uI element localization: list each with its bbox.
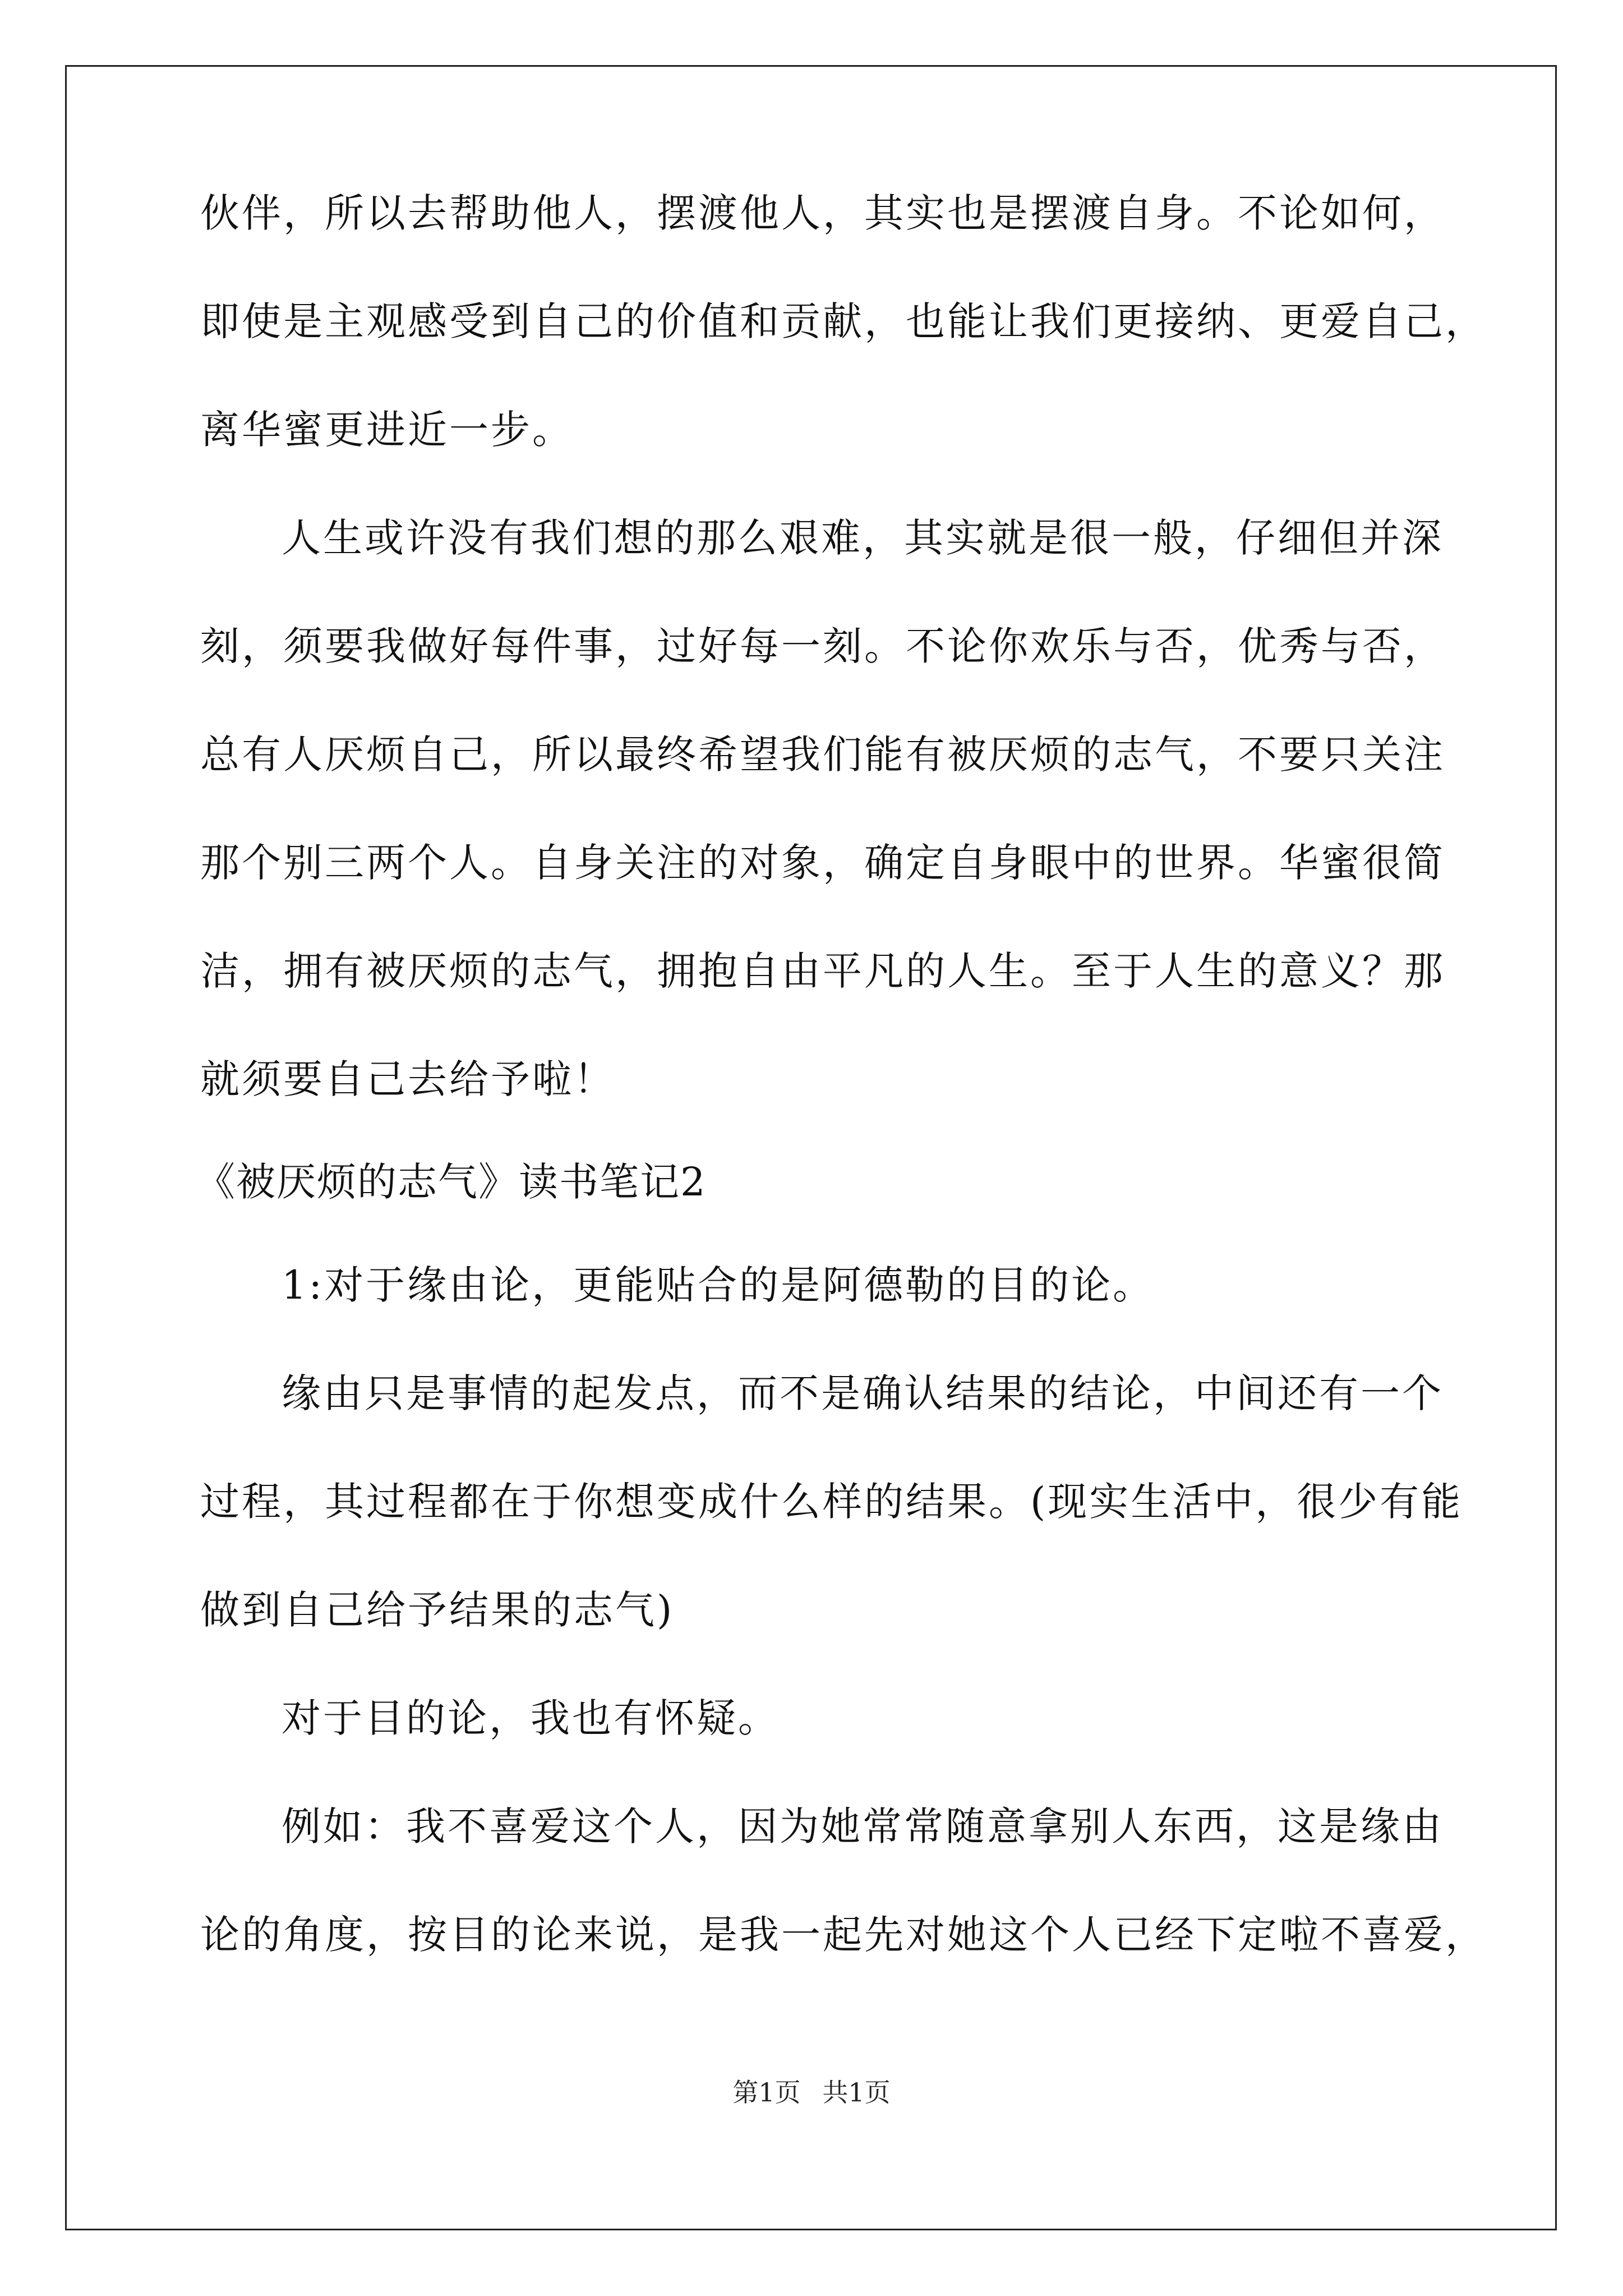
text-line: 做到自己给予结果的志气)	[200, 1587, 675, 1633]
text-line: 伙伴，所以去帮助他人，摆渡他人，其实也是摆渡自身。不论如何，	[200, 190, 1445, 236]
paragraph-start-line: 人生或许没有我们想的那么艰难，其实就是很一般，仔细但并深	[282, 515, 1444, 561]
text-line: 过程，其过程都在于你想变成什么样的结果。(现实生活中，很少有能	[200, 1479, 1463, 1525]
page-footer	[0, 2076, 1623, 2109]
text-line: 论的角度，按目的论来说，是我一起先对她这个人已经下定啦不喜爱，	[200, 1912, 1487, 1958]
text-line: 刻，须要我做好每件事，过好每一刻。不论你欢乐与否，优秀与否，	[200, 623, 1445, 669]
page-border	[65, 65, 1557, 2230]
text-line: 总有人厌烦自己，所以最终希望我们能有被厌烦的志气，不要只关注	[200, 731, 1445, 777]
section-heading: 《被厌烦的志气》读书笔记2	[196, 1159, 707, 1205]
paragraph-start-line: 例如：我不喜爱这个人，因为她常常随意拿别人东西，这是缘由	[282, 1803, 1444, 1849]
paragraph-start-line: 1:对于缘由论，更能贴合的是阿德勒的目的论。	[282, 1262, 1155, 1308]
paragraph-start-line: 缘由只是事情的起发点，而不是确认结果的结论，中间还有一个	[282, 1370, 1444, 1416]
text-line: 那个别三两个人。自身关注的对象，确定自身眼中的世界。华蜜很简	[200, 840, 1445, 886]
text-line: 即使是主观感受到自己的价值和贡献，也能让我们更接纳、更爱自己，	[200, 298, 1487, 344]
page-number: 第1页	[732, 2077, 801, 2108]
paragraph-start-line: 对于目的论，我也有怀疑。	[282, 1695, 780, 1741]
text-line: 就须要自己去给予啦！	[200, 1056, 615, 1102]
page-total: 共1页	[822, 2077, 891, 2108]
text-line: 洁，拥有被厌烦的志气，拥抱自由平凡的人生。至于人生的意义？那	[200, 948, 1445, 994]
text-line: 离华蜜更进近一步。	[200, 407, 574, 453]
